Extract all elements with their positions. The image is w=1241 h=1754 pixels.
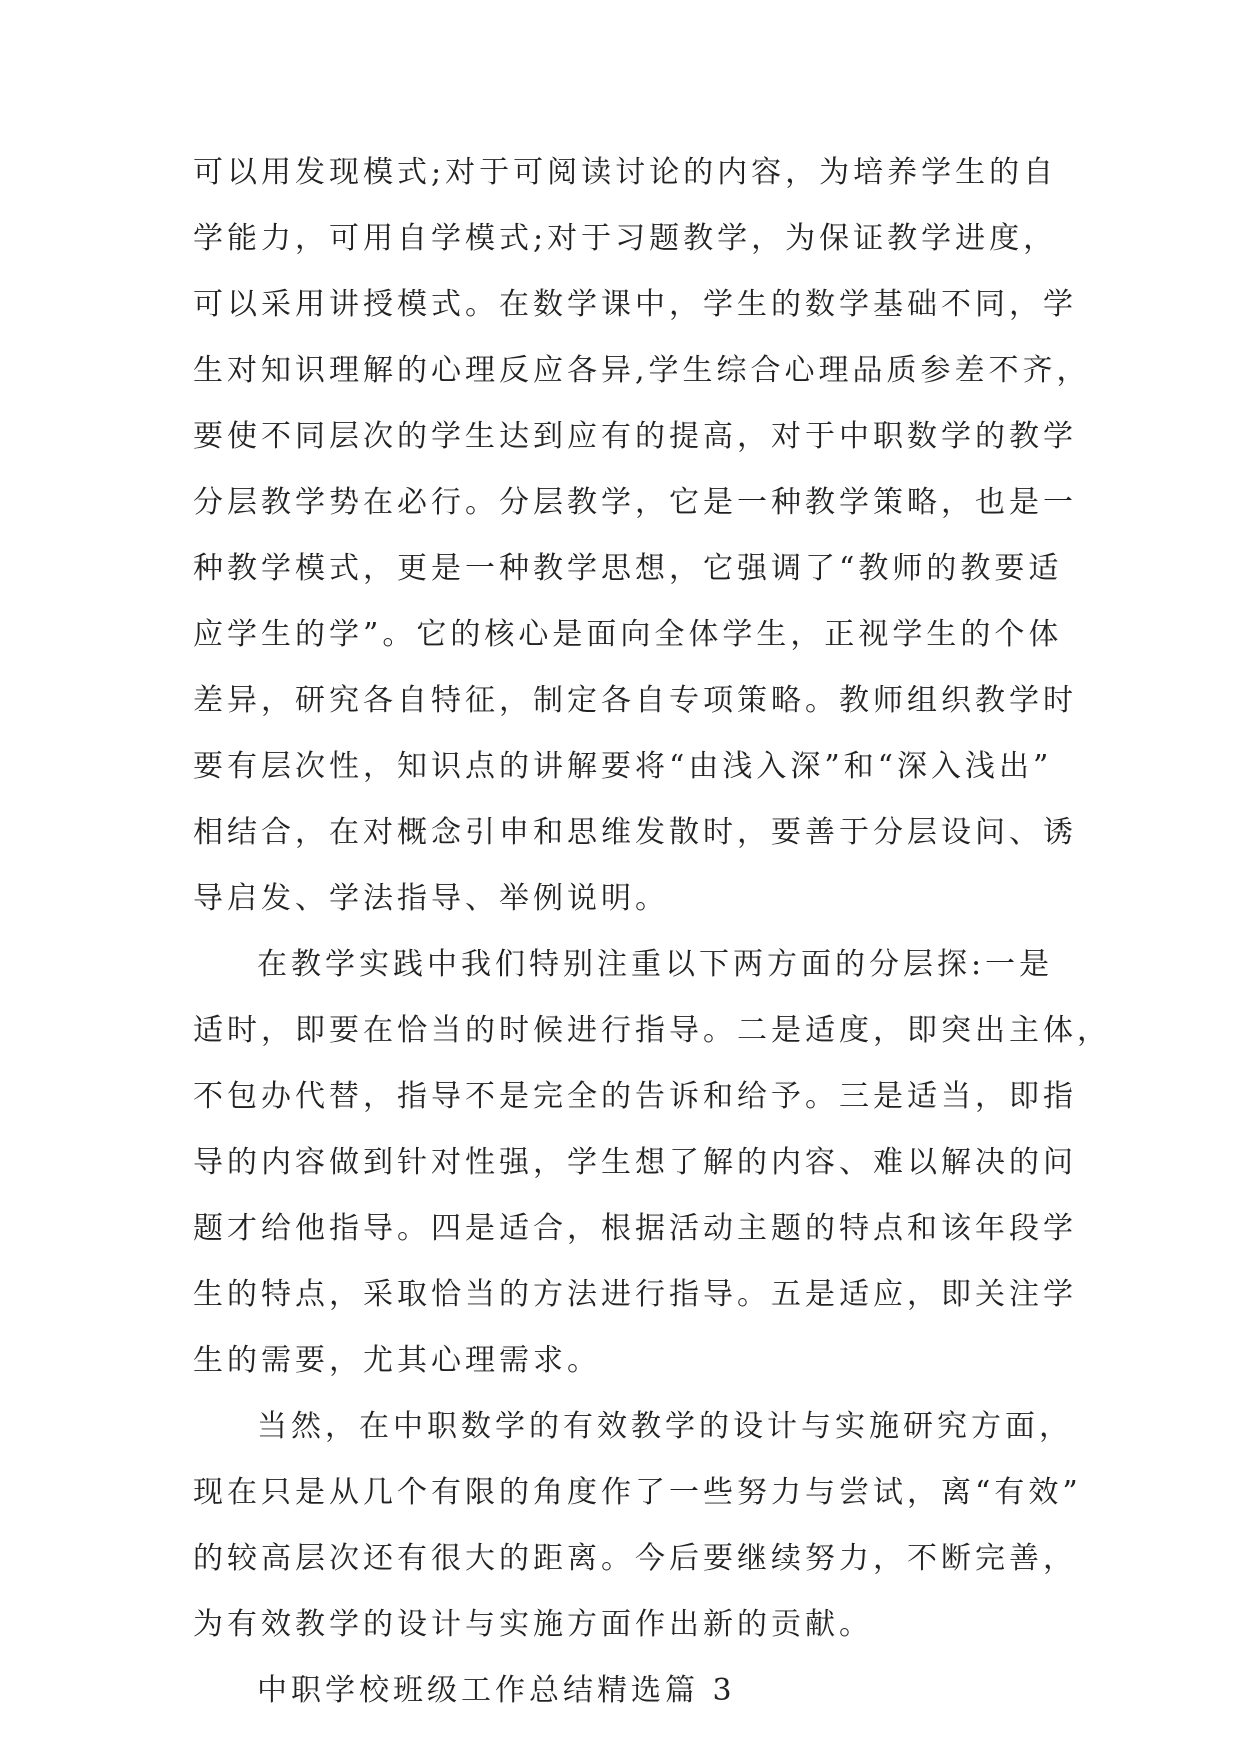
paragraph-line: 应学生的学”。它的核心是面向全体学生，正视学生的个体 bbox=[193, 617, 1063, 652]
paragraph-line: 种教学模式，更是一种教学思想，它强调了“教师的教要适 bbox=[193, 551, 1063, 586]
paragraph-line: 当然，在中职数学的有效教学的设计与实施研究方面， bbox=[257, 1409, 1073, 1444]
section-heading-block bbox=[193, 1658, 1053, 1724]
paragraph-line: 为有效教学的设计与实施方面作出新的贡献。 bbox=[193, 1607, 873, 1642]
paragraph-line: 适时，即要在恰当的时候进行指导。二是适度，即突出主体， bbox=[193, 1013, 1111, 1048]
paragraph-line: 的较高层次还有很大的距离。今后要继续努力，不断完善， bbox=[193, 1541, 1077, 1576]
paragraph-line: 要有层次性，知识点的讲解要将“由浅入深”和“深入浅出” bbox=[193, 749, 1053, 784]
paragraph-line: 学能力，可用自学模式;对于习题教学，为保证教学进度， bbox=[193, 221, 1058, 256]
paragraph-line: 可以用发现模式;对于可阅读讨论的内容，为培养学生的自 bbox=[193, 155, 1058, 190]
paragraph-line: 不包办代替，指导不是完全的告诉和给予。三是适当，即指 bbox=[193, 1079, 1077, 1114]
paragraph-1 bbox=[193, 140, 1091, 932]
paragraph-line: 导的内容做到针对性强，学生想了解的内容、难以解决的问 bbox=[193, 1145, 1077, 1180]
paragraph-line: 分层教学势在必行。分层教学，它是一种教学策略，也是一 bbox=[193, 485, 1077, 520]
paragraph-2 bbox=[193, 932, 1111, 1394]
paragraph-line: 生的特点，采取恰当的方法进行指导。五是适应，即关注学 bbox=[193, 1277, 1077, 1312]
paragraph-line: 差异，研究各自特征，制定各自专项策略。教师组织教学时 bbox=[193, 683, 1077, 718]
paragraph-line: 题才给他指导。四是适合，根据活动主题的特点和该年段学 bbox=[193, 1211, 1077, 1246]
paragraph-line: 相结合，在对概念引申和思维发散时，要善于分层设问、诱 bbox=[193, 815, 1077, 850]
paragraph-line: 可以采用讲授模式。在数学课中，学生的数学基础不同，学 bbox=[193, 287, 1077, 322]
paragraph-line: 生对知识理解的心理反应各异,学生综合心理品质参差不齐， bbox=[193, 353, 1091, 388]
paragraph-line: 导启发、学法指导、举例说明。 bbox=[193, 881, 669, 916]
paragraph-line: 在教学实践中我们特别注重以下两方面的分层探:一是 bbox=[257, 947, 1054, 982]
paragraph-3 bbox=[193, 1394, 1082, 1658]
paragraph-line: 要使不同层次的学生达到应有的提高，对于中职数学的教学 bbox=[193, 419, 1077, 454]
paragraph-line: 生的需要，尤其心理需求。 bbox=[193, 1343, 601, 1378]
paragraph-line: 现在只是从几个有限的角度作了一些努力与尝试，离“有效” bbox=[193, 1475, 1082, 1510]
section-heading: 中职学校班级工作总结精选篇 3 bbox=[257, 1673, 736, 1708]
